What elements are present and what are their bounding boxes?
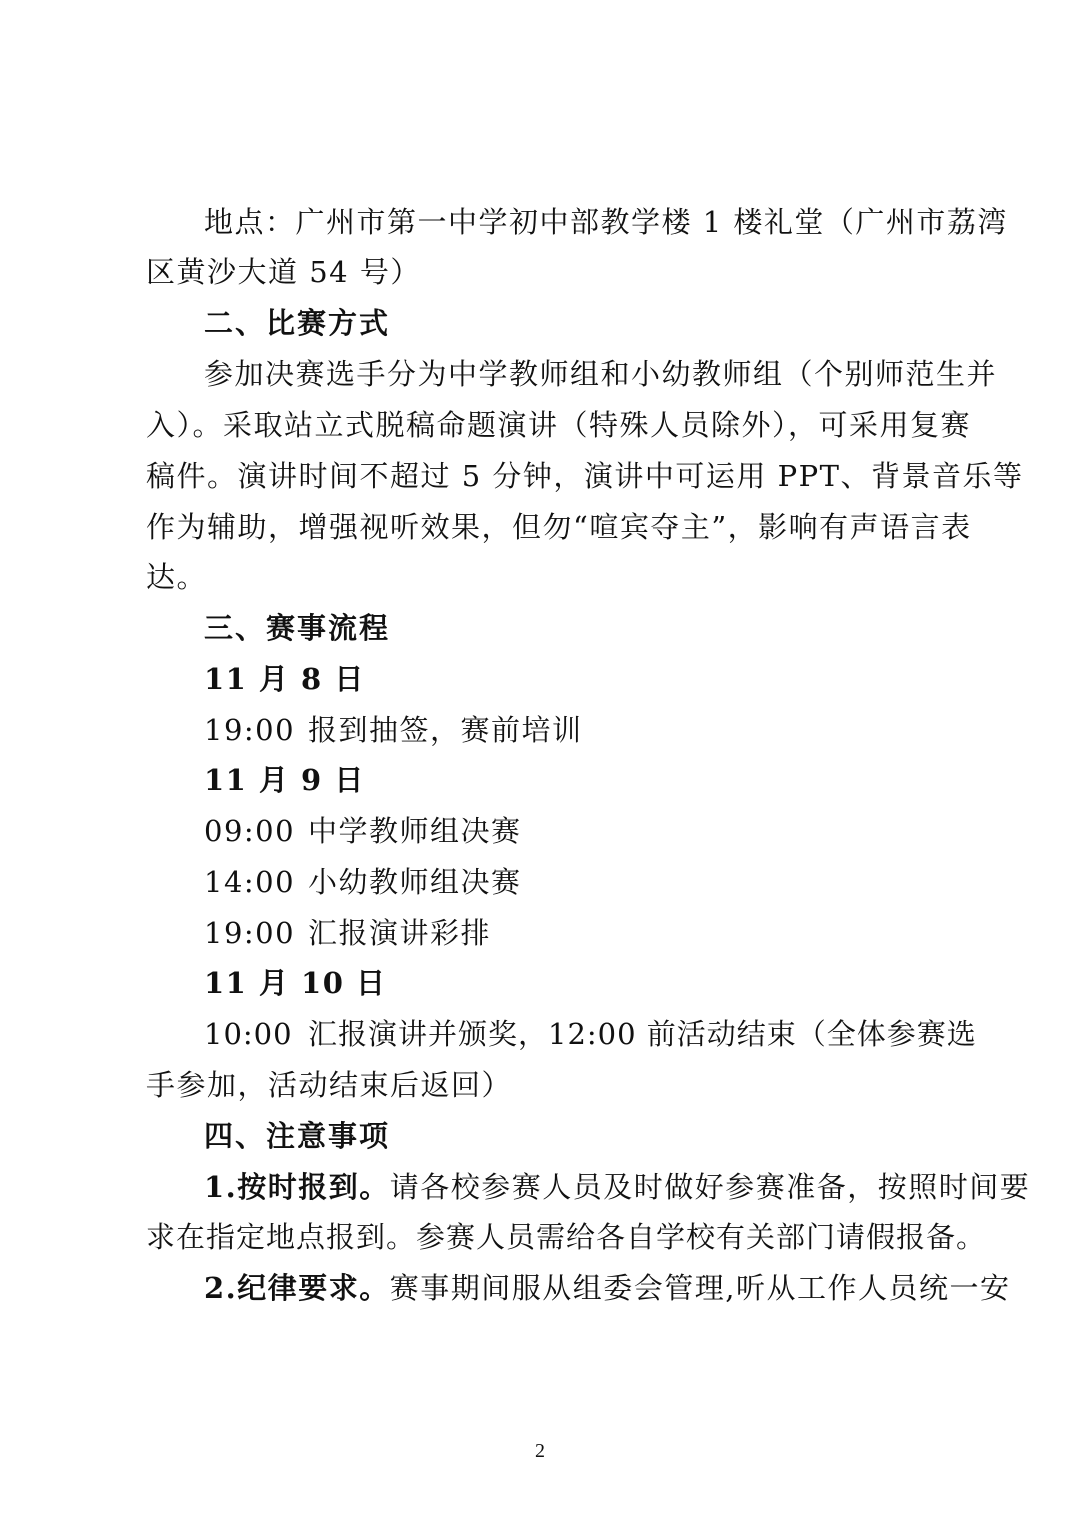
notice-item-label: 1.按时报到。 bbox=[204, 1170, 390, 1204]
section-2-paragraph-line: 稿件。演讲时间不超过 5 分钟，演讲中可运用 PPT、背景音乐等 bbox=[146, 459, 1024, 493]
schedule-activity: 汇报演讲并颁奖，12:00 前活动结束（全体参赛选 bbox=[308, 1017, 977, 1051]
section-2-paragraph-line: 作为辅助，增强视听效果，但勿“喧宾夺主”，影响有声语言表 bbox=[146, 510, 972, 544]
schedule-time: 09:00 bbox=[204, 814, 296, 848]
schedule-time: 19:00 bbox=[204, 916, 296, 950]
schedule-activity: 汇报演讲彩排 bbox=[308, 916, 492, 950]
schedule-item bbox=[204, 913, 946, 953]
schedule-activity: 中学教师组决赛 bbox=[308, 814, 522, 848]
schedule-item bbox=[204, 710, 946, 750]
notice-item-1 bbox=[204, 1167, 1031, 1207]
schedule-date-day2: 11 月 9 日 bbox=[204, 763, 365, 797]
schedule-item bbox=[204, 811, 946, 851]
schedule-time: 14:00 bbox=[204, 865, 296, 899]
schedule-item-continuation: 手参加，活动结束后返回） bbox=[146, 1068, 513, 1102]
location-line-1: 地点：广州市第一中学初中部教学楼 1 楼礼堂（广州市荔湾 bbox=[204, 205, 1008, 239]
schedule-item bbox=[204, 862, 946, 902]
notice-item-text: 请各校参赛人员及时做好参赛准备，按照时间要 bbox=[389, 1170, 1031, 1204]
schedule-date-day3: 11 月 10 日 bbox=[204, 966, 387, 1000]
schedule-time: 19:00 bbox=[204, 713, 296, 747]
schedule-activity: 报到抽签，赛前培训 bbox=[308, 713, 583, 747]
schedule-time: 10:00 bbox=[204, 1017, 293, 1051]
section-4-heading: 四、注意事项 bbox=[204, 1119, 391, 1153]
notice-item-label: 2.纪律要求。 bbox=[204, 1271, 390, 1305]
schedule-activity: 小幼教师组决赛 bbox=[308, 865, 522, 899]
notice-item-2 bbox=[204, 1268, 1011, 1308]
section-2-heading: 二、比赛方式 bbox=[204, 306, 391, 340]
schedule-item bbox=[204, 1014, 977, 1054]
section-2-paragraph-line: 入）。采取站立式脱稿命题演讲（特殊人员除外），可采用复赛 bbox=[146, 408, 972, 442]
location-line-2: 区黄沙大道 54 号） bbox=[146, 255, 421, 289]
notice-item-1-continuation: 求在指定地点报到。参赛人员需给各自学校有关部门请假报备。 bbox=[146, 1220, 987, 1254]
section-2-paragraph-line: 达。 bbox=[146, 560, 208, 594]
notice-item-text: 赛事期间服从组委会管理,听从工作人员统一安 bbox=[389, 1271, 1011, 1305]
schedule-date-day1: 11 月 8 日 bbox=[204, 662, 365, 696]
section-3-heading: 三、赛事流程 bbox=[204, 611, 391, 645]
section-2-paragraph-line: 参加决赛选手分为中学教师组和小幼教师组（个别师范生并 bbox=[204, 357, 998, 391]
page-number: 2 bbox=[535, 1440, 545, 1462]
